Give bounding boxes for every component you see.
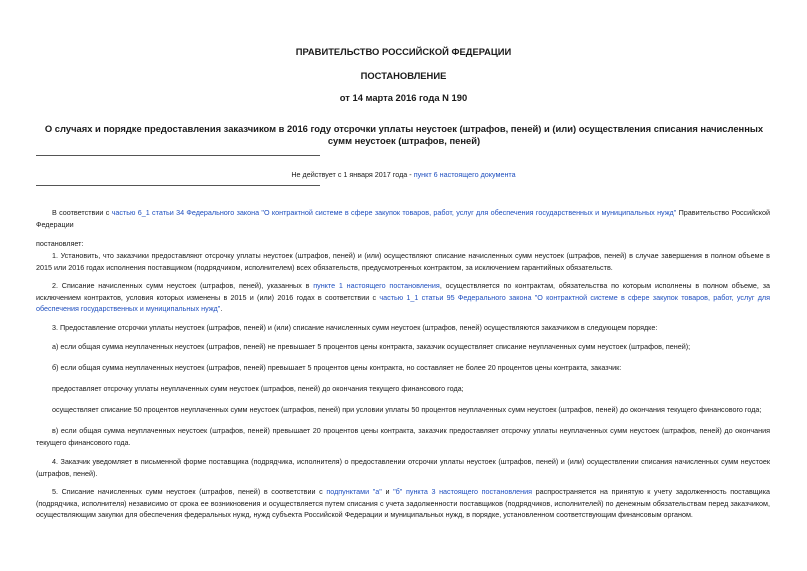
status-text: Не действует с 1 января 2017 года - <box>291 170 414 179</box>
paragraph-3a: а) если общая сумма неуплаченных неустоек (штрафов, пеней) не превышает 5 процентов цены контракта, заказчик осуществляет списание неуплаченных сумм неустоек (штрафов, пеней); <box>52 342 691 351</box>
p2-text-end: . <box>220 304 223 313</box>
intro-text-end: Правительство Российской Федерации <box>36 208 771 229</box>
p5-text: 5. Списание начисленных сумм неустоек (штрафов, пеней) в соответствии с <box>52 487 327 496</box>
paragraph-2 <box>36 280 770 315</box>
government-name: ПРАВИТЕЛЬСТВО РОССИЙСКОЙ ФЕДЕРАЦИИ <box>295 46 512 57</box>
p5-link-point3[interactable]: "б" пункта 3 настоящего постановления <box>393 487 533 496</box>
document-title: О случаях и порядке предоставления заказчиком в 2016 году отсрочки уплаты неустоек (штрафов, пеней) и (или) осуществления списания начисленных сумм неустоек (штрафов, пеней) <box>44 123 764 146</box>
p2-text-mid: , осуществляется по контрактам, обязательства по которым исполнены в полном объеме, за исключением контрактов, условия которых изменены в 2015 и (или) 2016 годах в соответствии с <box>36 281 770 302</box>
document-date: от 14 марта 2016 года N 190 <box>339 92 468 103</box>
decree-word: постановляет: <box>36 239 84 248</box>
p5-text-and: и <box>381 487 394 496</box>
intro-text: В соответствии с <box>52 208 112 217</box>
paragraph-3: 3. Предоставление отсрочки уплаты неустоек (штрафов, пеней) и (или) списание начисленных сумм неустоек (штрафов, пеней) осуществляются заказчиком в следующем порядке: <box>52 323 658 332</box>
paragraph-3b-1: предоставляет отсрочку уплаты неуплаченных сумм неустоек (штрафов, пеней) до окончания текущего финансового года; <box>52 384 464 393</box>
p5-text-end: распространяется на принятую к учету задолженность поставщика (подрядчика, исполнителя) независимо от срока ее возникновения и осуществляется путем списания с учета задолженности поставщиков (подрядчиков, исполнителей) по денежным обязательствам перед заказчиком, осуществляющим закупки для обеспечения федеральных нужд, нужд субъекта Российской Федерации и муниципальных нужд, в порядке, установленном соответствующим финансовым органом. <box>36 487 770 519</box>
p2-text: 2. Списание начисленных сумм неустоек (штрафов, пеней), указанных в <box>52 281 314 290</box>
divider-top <box>36 155 320 156</box>
paragraph-4: 4. Заказчик уведомляет в письменной форме поставщика (подрядчика, исполнителя) о предоставлении отсрочки уплаты неустоек (штрафов, пеней) и (или) осуществлении списания начисленных сумм неустоек (штрафов, пеней). <box>36 457 770 478</box>
paragraph-3c: в) если общая сумма неуплаченных неустоек (штрафов, пеней) превышает 20 процентов цены контракта, заказчик предоставляет отсрочку уплаты неуплаченных сумм неустоек (штрафов, пеней) до окончания текущего финансового года. <box>36 426 770 447</box>
law-link[interactable]: частью 6_1 статьи 34 Федерального закона "О контрактной системе в сфере закупок товаров, работ, услуг для обеспечения государственных и муниципальных нужд" <box>111 208 677 217</box>
paragraph-3b: б) если общая сумма неуплаченных неустоек (штрафов, пеней) превышает 5 процентов цены контракта, но составляет не более 20 процентов цены контракта, заказчик: <box>52 363 622 372</box>
paragraph-3b-2: осуществляет списание 50 процентов неуплаченных сумм неустоек (штрафов, пеней) при условии уплаты 50 процентов неуплаченных сумм неустоек (штрафов, пеней) до окончания текущего финансового года; <box>52 405 762 414</box>
p2-link-law[interactable]: частью 1_1 статьи 95 Федерального закона "О контрактной системе в сфере закупок товаров, работ, услуг для обеспечения государственных и муниципальных нужд" <box>36 292 770 313</box>
p5-link-subpoint-a[interactable]: подпунктами "а" <box>326 487 382 496</box>
paragraph-1: 1. Установить, что заказчики предоставляют отсрочку уплаты неустоек (штрафов, пеней) и (или) осуществляют списание начисленных сумм неустоек (штрафов, пеней) в случае завершения в полном объеме в 2015 или 2016 годах исполнения поставщиком (подрядчиком, исполнителем) всех обязательств, предусмотренных контрактом, за исключением гарантийных обязательств. <box>36 251 770 272</box>
p2-link-point1[interactable]: пункте 1 настоящего постановления <box>313 281 440 290</box>
intro-paragraph <box>36 207 770 230</box>
document-type: ПОСТАНОВЛЕНИЕ <box>360 70 447 81</box>
divider-bottom <box>36 185 320 186</box>
status-note <box>0 170 807 179</box>
status-link[interactable]: пункт 6 настоящего документа <box>413 170 516 179</box>
paragraph-5 <box>36 486 770 521</box>
